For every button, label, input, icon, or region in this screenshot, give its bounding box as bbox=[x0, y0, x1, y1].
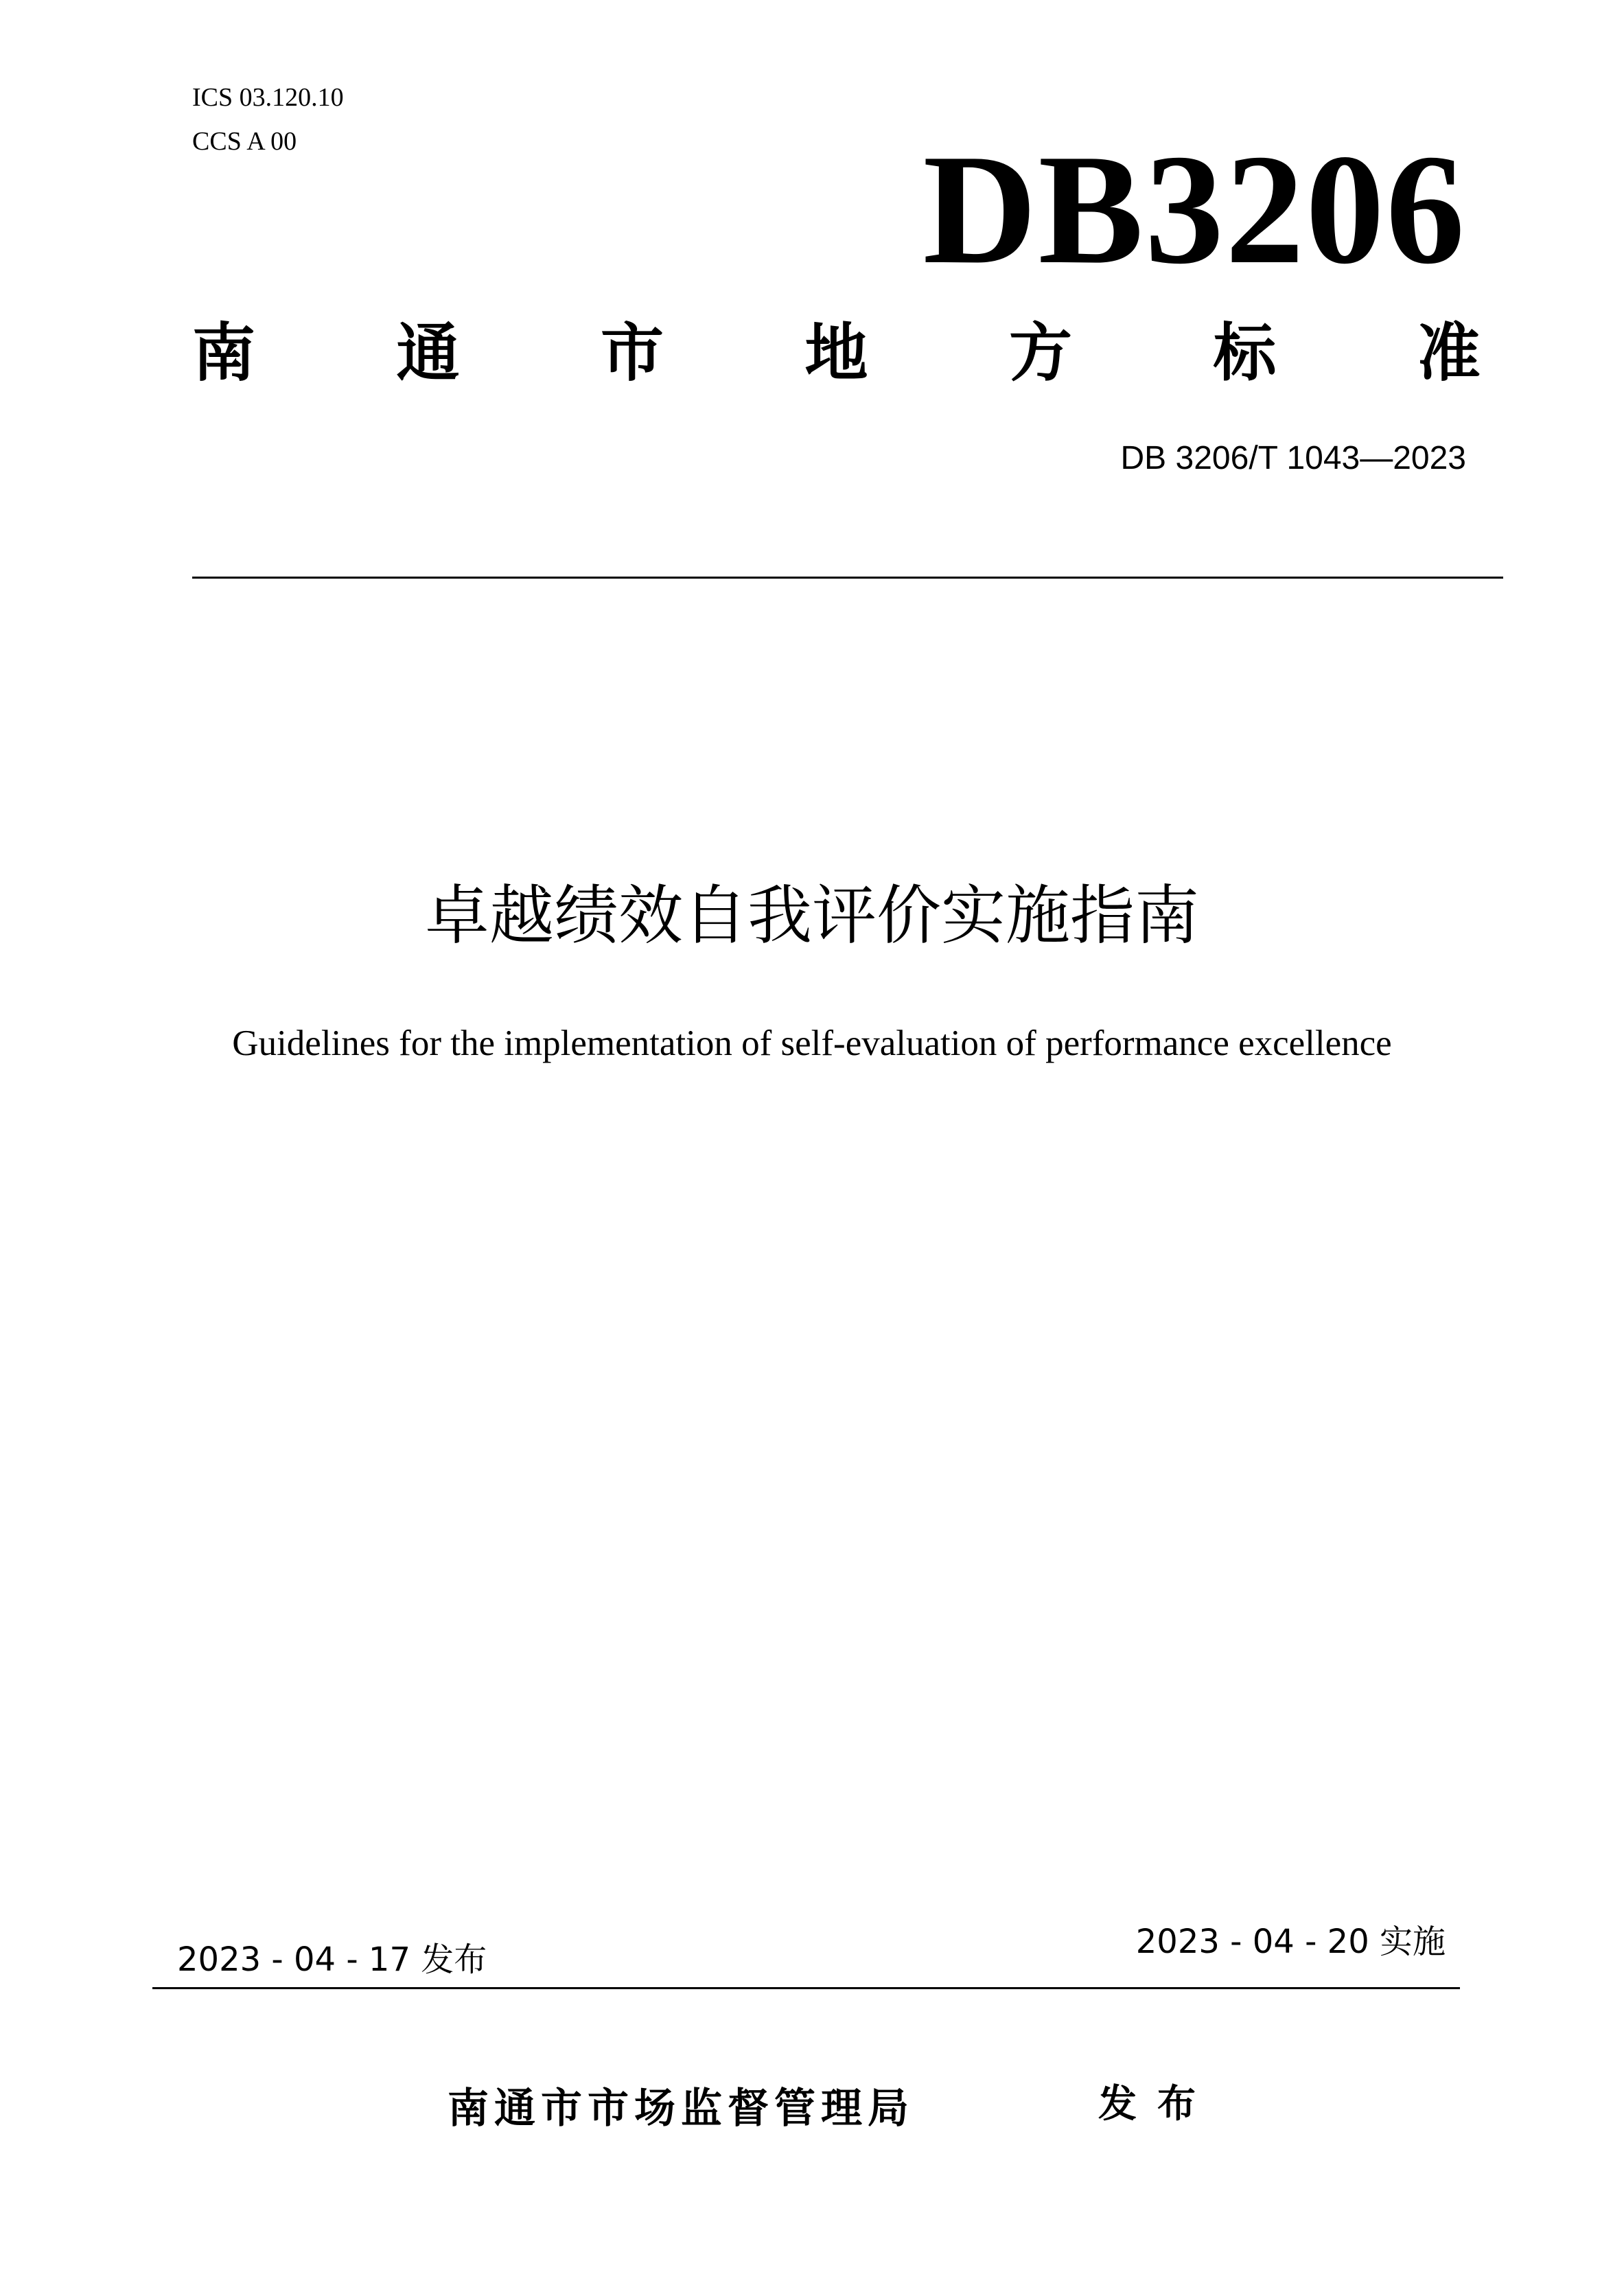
ccs-code: CCS A 00 bbox=[192, 127, 297, 156]
standard-type-char: 通 bbox=[396, 316, 460, 390]
standard-type-char: 准 bbox=[1417, 316, 1481, 390]
document-title-english: Guidelines for the implementation of self-evaluation of performance excellence bbox=[232, 1023, 1392, 1063]
issuing-authority: 南通市市场监督管理局 bbox=[448, 2085, 914, 2133]
document-title-chinese: 卓越绩效自我评价实施指南 bbox=[424, 879, 1199, 953]
ics-code: ICS 03.120.10 bbox=[192, 83, 344, 112]
standard-type bbox=[192, 316, 1481, 391]
standard-type-char: 地 bbox=[804, 316, 868, 390]
issued-label: 发布 bbox=[1098, 2082, 1216, 2126]
standard-type-char: 市 bbox=[600, 316, 664, 390]
standard-type-char: 南 bbox=[192, 316, 256, 390]
bottom-divider bbox=[152, 1987, 1460, 1989]
standard-number: DB 3206/T 1043—2023 bbox=[1120, 440, 1466, 476]
release-date: 2023 - 04 - 17 发布 bbox=[177, 1940, 487, 1979]
standard-logo: DB3206 bbox=[923, 121, 1466, 297]
top-divider bbox=[192, 577, 1503, 579]
standard-type-char: 方 bbox=[1008, 316, 1072, 390]
implementation-date: 2023 - 04 - 20 实施 bbox=[1135, 1923, 1446, 1961]
standard-type-char: 标 bbox=[1213, 316, 1277, 390]
